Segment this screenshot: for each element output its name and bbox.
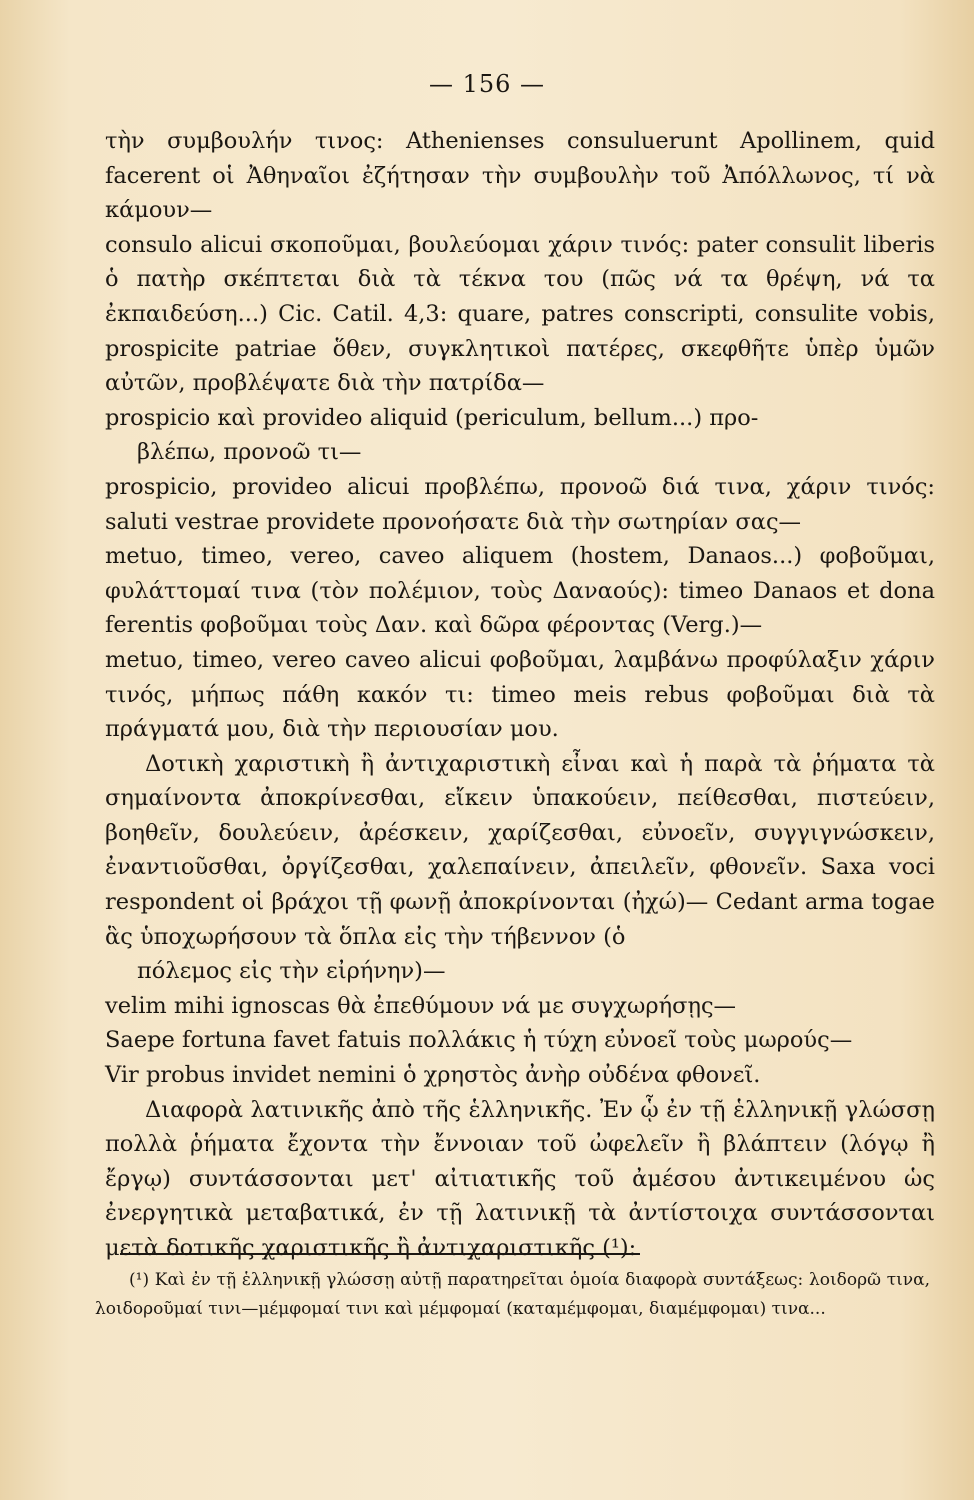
paragraph: Διαφορὰ λατινικῆς ἀπὸ τῆς ἑλληνικῆς. Ἐν ᾧ ἐν τῇ ἑλληνικῇ γλώσσῃ πολλὰ ῥήματα ἔχοντα τὴν ἔννοιαν τοῦ ὠφελεῖν ἢ βλάπτειν (λόγῳ ἢ ἔργῳ) συντάσσονται μετ' αἰτιατικῆς τοῦ ἀμέσου ἀντικειμένου ὡς ἐνεργητικὰ μεταβατικά, ἐν τῇ λατινικῇ τὰ ἀντίστοιχα συντάσσονται μετὰ δοτικῆς χαριστικῆς ἢ ἀντιχαριστικῆς (¹): [105,1096,935,1261]
paragraph: consulo alicui σκοποῦμαι, βουλεύομαι χάριν τινός: pater consulit liberis ὁ πατὴρ σκέπτεται διὰ τὰ τέκνα του (πῶς νά τα θρέψη, νά τα ἐκπαιδεύση...) Cic. Catil. 4,3: quare, patres conscripti, consulite vobis, prospicite patriae ὅθεν, συγκλητικοὶ πατέρες, σκεφθῆτε ὑπὲρ ὑμῶν αὐτῶν, προβλέψατε διὰ τὴν πατρίδα— [105,231,935,397]
paragraph: Δοτικὴ χαριστικὴ ἢ ἀντιχαριστικὴ εἶναι καὶ ἡ παρὰ τὰ ῥήματα τὰ σημαίνοντα ἀποκρίνεσθαι, εἴκειν ὑπακούειν, πείθεσθαι, πιστεύειν, βοηθεῖν, δουλεύειν, ἀρέσκειν, χαρίζεσθαι, εὐνοεῖν, συγγιγνώσκειν, ἐναντιοῦσθαι, ὀργίζεσθαι, χαλεπαίνειν, ἀπειλεῖν, φθονεῖν. Saxa voci respondent οἱ βράχοι τῇ φωνῇ ἀποκρίνονται (ἠχώ)— Cedant arma togae ἃς ὑποχωρήσουν τὰ ὅπλα εἰς τὴν τήβεννον (ὁ [105,750,935,950]
footnote-text: (¹) Καὶ ἐν τῇ ἑλληνικῇ γλώσσῃ αὐτῇ παρατηρεῖται ὁμοία διαφορὰ συντάξεως: λοιδορῶ τινα, λοιδοροῦμαί τινι—μέμφομαί τινι καὶ μέμφομαί (καταμέμφομαι, διαμέμφομαι) τινα... [95,1270,930,1319]
paragraph: βλέπω, προνοῶ τι— [137,439,362,466]
paragraph: metuo, timeo, vereo, caveo aliquem (hostem, Danaos...) φοβοῦμαι, φυλάττομαί τινα (τὸν πολέμιον, τοὺς Δαναούς): timeo Danaos et dona ferentis φοβοῦμαι τοὺς Δαν. καὶ δῶρα φέροντας (Verg.)— [105,543,935,639]
body-text [105,124,935,1266]
paragraph: metuo, timeo, vereo caveo alicui φοβοῦμαι, λαμβάνω προφύλαξιν χάριν τινός, μήπως πάθη κακόν τι: timeo meis rebus φοβοῦμαι διὰ τὰ πράγματά μου, διὰ τὴν περιουσίαν μου. [105,646,935,743]
paragraph: prospicio καὶ provideo aliquid (periculum, bellum...) προ- [105,404,759,431]
paragraph: velim mihi ignoscas θὰ ἐπεθύμουν νά με συγχωρήσῃς— [105,992,737,1019]
footnote-divider [120,1253,640,1255]
paragraph: πόλεμος εἰς τὴν εἰρήνην)— [137,958,446,985]
paragraph: τὴν συμβουλήν τινος: Athenienses consuluerunt Apollinem, quid facerent οἱ Ἀθηναῖοι ἐζήτησαν τὴν συμβουλὴν τοῦ Ἀπόλλωνος, τί νὰ κάμουν— [105,128,935,224]
paragraph: Vir probus invidet nemini ὁ χρηστὸς ἀνὴρ οὐδένα φθονεῖ. [105,1062,761,1089]
footnote [95,1266,930,1324]
paragraph: prospicio, provideo alicui προβλέπω, προνοῶ διά τινα, χάριν τινός: saluti vestrae providete προνοήσατε διὰ τὴν σωτηρίαν σας— [105,473,935,535]
page-number: — 156 — [428,70,546,98]
paragraph: Saepe fortuna favet fatuis πολλάκις ἡ τύχη εὐνοεῖ τοὺς μωρούς— [105,1027,853,1054]
